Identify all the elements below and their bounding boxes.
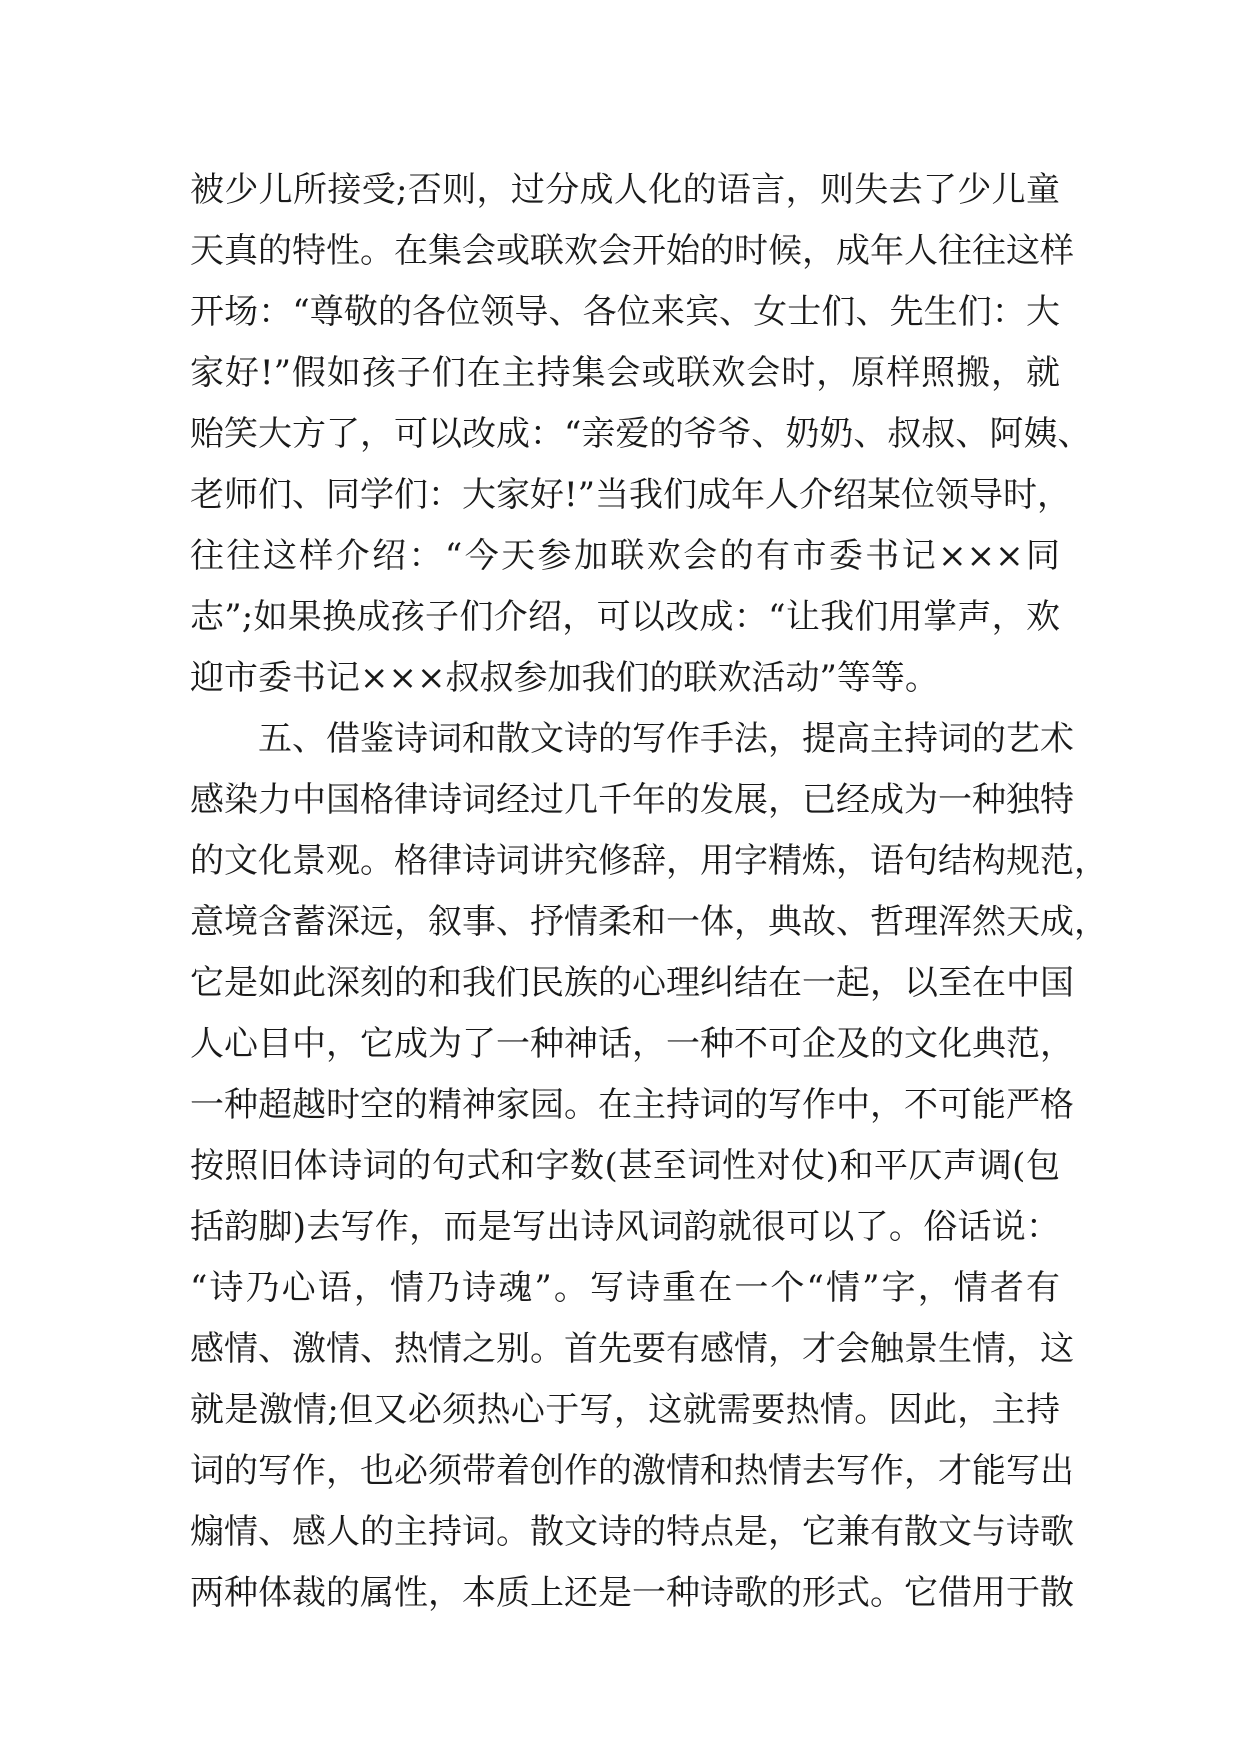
text-line: “诗乃心语，情乃诗魂”。写诗重在一个“情”字，情者有 (190, 1268, 1060, 1308)
text-line: 意境含蓄深远，叙事、抒情柔和一体，典故、哲理浑然天成， (190, 902, 1108, 942)
text-line: 煽情、感人的主持词。散文诗的特点是，它兼有散文与诗歌 (190, 1512, 1074, 1552)
text-line: 词的写作，也必须带着创作的激情和热情去写作，才能写出 (190, 1451, 1074, 1491)
text-line: 就是激情;但又必须热心于写，这就需要热情。因此，主持 (190, 1390, 1060, 1430)
text-line: 五、借鉴诗词和散文诗的写作手法，提高主持词的艺术 (258, 719, 1074, 759)
text-line: 一种超越时空的精神家园。在主持词的写作中，不可能严格 (190, 1085, 1074, 1125)
body-text (190, 160, 1108, 1624)
text-line: 老师们、同学们：大家好!”当我们成年人介绍某位领导时， (190, 475, 1072, 515)
text-line: 贻笑大方了，可以改成：“亲爱的爷爷、奶奶、叔叔、阿姨、 (190, 414, 1092, 454)
text-line: 感染力中国格律诗词经过几千年的发展，已经成为一种独特 (190, 780, 1074, 820)
text-line: 往往这样介绍：“今天参加联欢会的有市委书记×××同 (190, 536, 1060, 576)
paragraph (190, 709, 1108, 1624)
text-line: 开场：“尊敬的各位领导、各位来宾、女士们、先生们：大 (190, 292, 1060, 332)
text-line: 被少儿所接受;否则，过分成人化的语言，则失去了少儿童 (190, 170, 1061, 210)
text-line: 括韵脚)去写作，而是写出诗风词韵就很可以了。俗话说： (190, 1207, 1060, 1247)
paragraph (190, 160, 1092, 709)
text-line: 天真的特性。在集会或联欢会开始的时候，成年人往往这样 (190, 231, 1074, 271)
text-line: 志”;如果换成孩子们介绍，可以改成：“让我们用掌声，欢 (190, 597, 1060, 637)
text-line: 感情、激情、热情之别。首先要有感情，才会触景生情，这 (190, 1329, 1074, 1369)
text-line: 人心目中，它成为了一种神话，一种不可企及的文化典范， (190, 1024, 1074, 1064)
text-line: 迎市委书记×××叔叔参加我们的联欢活动”等等。 (190, 658, 939, 698)
text-line: 的文化景观。格律诗词讲究修辞，用字精炼，语句结构规范， (190, 841, 1108, 881)
text-line: 家好!”假如孩子们在主持集会或联欢会时，原样照搬，就 (190, 353, 1060, 393)
text-line: 按照旧体诗词的句式和字数(甚至词性对仗)和平仄声调(包 (190, 1146, 1060, 1186)
text-line: 两种体裁的属性，本质上还是一种诗歌的形式。它借用于散 (190, 1573, 1074, 1613)
text-line: 它是如此深刻的和我们民族的心理纠结在一起，以至在中国 (190, 963, 1074, 1003)
